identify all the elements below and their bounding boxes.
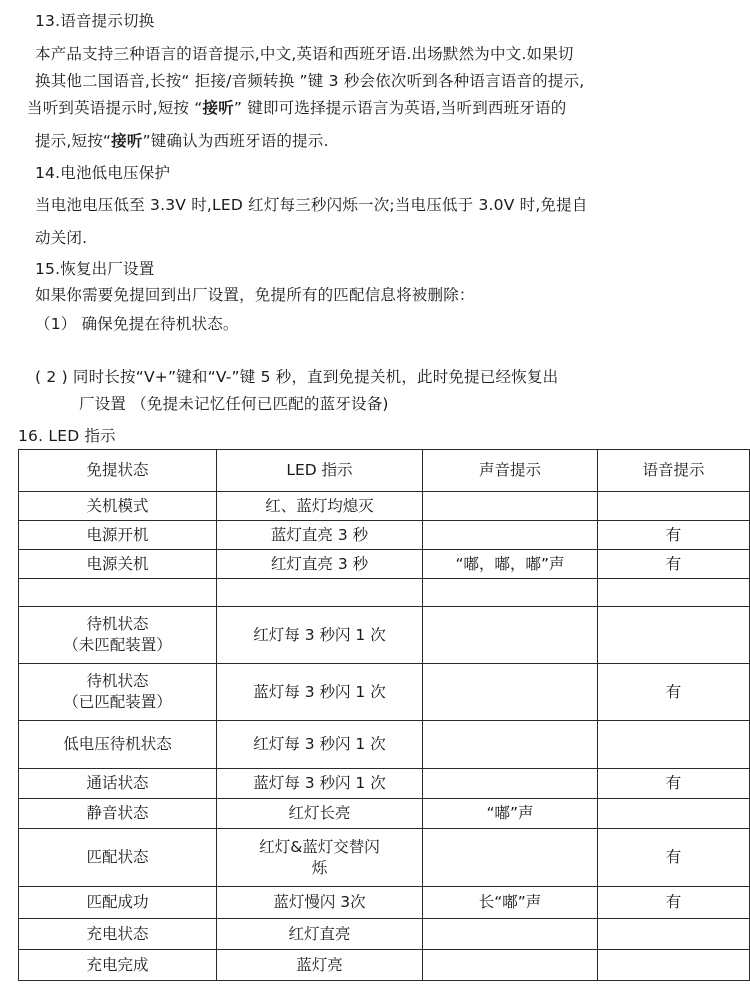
cell-voice: 有 [598, 887, 750, 919]
cell-sound: 长“嘟”声 [423, 887, 598, 919]
section-14-line-2: 动关闭. [35, 229, 88, 247]
table-header-row [19, 450, 750, 492]
cell-led: 蓝灯直亮 3 秒 [217, 521, 423, 550]
cell-led: 红灯直亮 [217, 919, 423, 950]
cell-voice [598, 721, 750, 769]
cell-state: 静音状态 [19, 799, 217, 829]
table-row [19, 607, 750, 664]
cell-voice: 有 [598, 550, 750, 579]
cell-state: 电源关机 [19, 550, 217, 579]
cell-state: 待机状态 （未匹配装置） [19, 607, 217, 664]
header-sound: 声音提示 [423, 450, 598, 492]
cell-sound [423, 579, 598, 607]
section-13-line-3: 当听到英语提示时,短按 “接听” 键即可选择提示语言为英语,当听到西班牙语的 [27, 99, 567, 117]
table-row [19, 799, 750, 829]
cell-voice [598, 579, 750, 607]
cell-sound [423, 829, 598, 887]
cell-led: 红、蓝灯均熄灭 [217, 492, 423, 521]
cell-state: 待机状态 （已匹配装置） [19, 664, 217, 721]
cell-sound [423, 521, 598, 550]
cell-led [217, 579, 423, 607]
cell-led: 蓝灯每 3 秒闪 1 次 [217, 769, 423, 799]
cell-voice: 有 [598, 829, 750, 887]
section-13-line-1: 本产品支持三种语言的语音提示,中文,英语和西班牙语.出场默然为中文.如果切 [35, 45, 574, 63]
cell-led: 红灯每 3 秒闪 1 次 [217, 607, 423, 664]
section-15-title: 15.恢复出厂设置 [35, 260, 155, 278]
cell-state: 匹配成功 [19, 887, 217, 919]
section-15-step-2: ( 2 ) 同时长按“V+”键和“V-”键 5 秒，直到免提关机，此时免提已经恢复出 [35, 368, 559, 386]
table-row [19, 721, 750, 769]
header-state: 免提状态 [19, 450, 217, 492]
cell-sound [423, 950, 598, 981]
table-row [19, 950, 750, 981]
cell-voice [598, 919, 750, 950]
table-row [19, 664, 750, 721]
table-row [19, 492, 750, 521]
cell-state [19, 579, 217, 607]
cell-state: 电源开机 [19, 521, 217, 550]
table-row [19, 521, 750, 550]
table-row [19, 829, 750, 887]
section-14-title: 14.电池低电压保护 [35, 164, 171, 182]
section-14-line-1: 当电池电压低至 3.3V 时,LED 红灯每三秒闪烁一次;当电压低于 3.0V 时,免提自 [35, 196, 588, 214]
cell-sound [423, 492, 598, 521]
cell-voice: 有 [598, 664, 750, 721]
cell-voice [598, 492, 750, 521]
section-13-line-2: 换其他二国语音,长按“ 拒接/音频转换 ”键 3 秒会依次听到各种语言语音的提示, [35, 72, 585, 90]
table-row [19, 919, 750, 950]
cell-state: 充电完成 [19, 950, 217, 981]
cell-led: 蓝灯亮 [217, 950, 423, 981]
cell-sound [423, 919, 598, 950]
section-15-step-1: （1） 确保免提在待机状态。 [35, 315, 239, 333]
cell-led: 红灯&蓝灯交替闪 烁 [217, 829, 423, 887]
header-voice: 语音提示 [598, 450, 750, 492]
cell-sound [423, 721, 598, 769]
cell-voice: 有 [598, 521, 750, 550]
cell-sound [423, 664, 598, 721]
cell-sound [423, 607, 598, 664]
table-row [19, 550, 750, 579]
cell-led: 红灯每 3 秒闪 1 次 [217, 721, 423, 769]
cell-state: 充电状态 [19, 919, 217, 950]
cell-voice [598, 799, 750, 829]
table-row-empty [19, 579, 750, 607]
cell-voice: 有 [598, 769, 750, 799]
cell-sound [423, 769, 598, 799]
cell-voice [598, 607, 750, 664]
section-16-title: 16. LED 指示 [18, 427, 116, 445]
section-15-step-2-cont: 厂设置 （免提未记忆任何已匹配的蓝牙设备) [79, 395, 389, 413]
cell-led: 蓝灯每 3 秒闪 1 次 [217, 664, 423, 721]
cell-voice [598, 950, 750, 981]
table-row [19, 887, 750, 919]
cell-led: 红灯长亮 [217, 799, 423, 829]
section-13-title: 13.语音提示切换 [35, 12, 155, 30]
section-15-line-1: 如果你需要免提回到出厂设置，免提所有的匹配信息将被删除： [35, 286, 475, 304]
cell-state: 匹配状态 [19, 829, 217, 887]
cell-state: 通话状态 [19, 769, 217, 799]
cell-state: 低电压待机状态 [19, 721, 217, 769]
led-indicator-table [18, 449, 750, 981]
cell-state: 关机模式 [19, 492, 217, 521]
cell-led: 红灯直亮 3 秒 [217, 550, 423, 579]
cell-sound: “嘟，嘟，嘟”声 [423, 550, 598, 579]
cell-led: 蓝灯慢闪 3次 [217, 887, 423, 919]
section-13-line-4: 提示,短按“接听”键确认为西班牙语的提示. [35, 132, 329, 150]
cell-sound: “嘟”声 [423, 799, 598, 829]
table-row [19, 769, 750, 799]
header-led: LED 指示 [217, 450, 423, 492]
